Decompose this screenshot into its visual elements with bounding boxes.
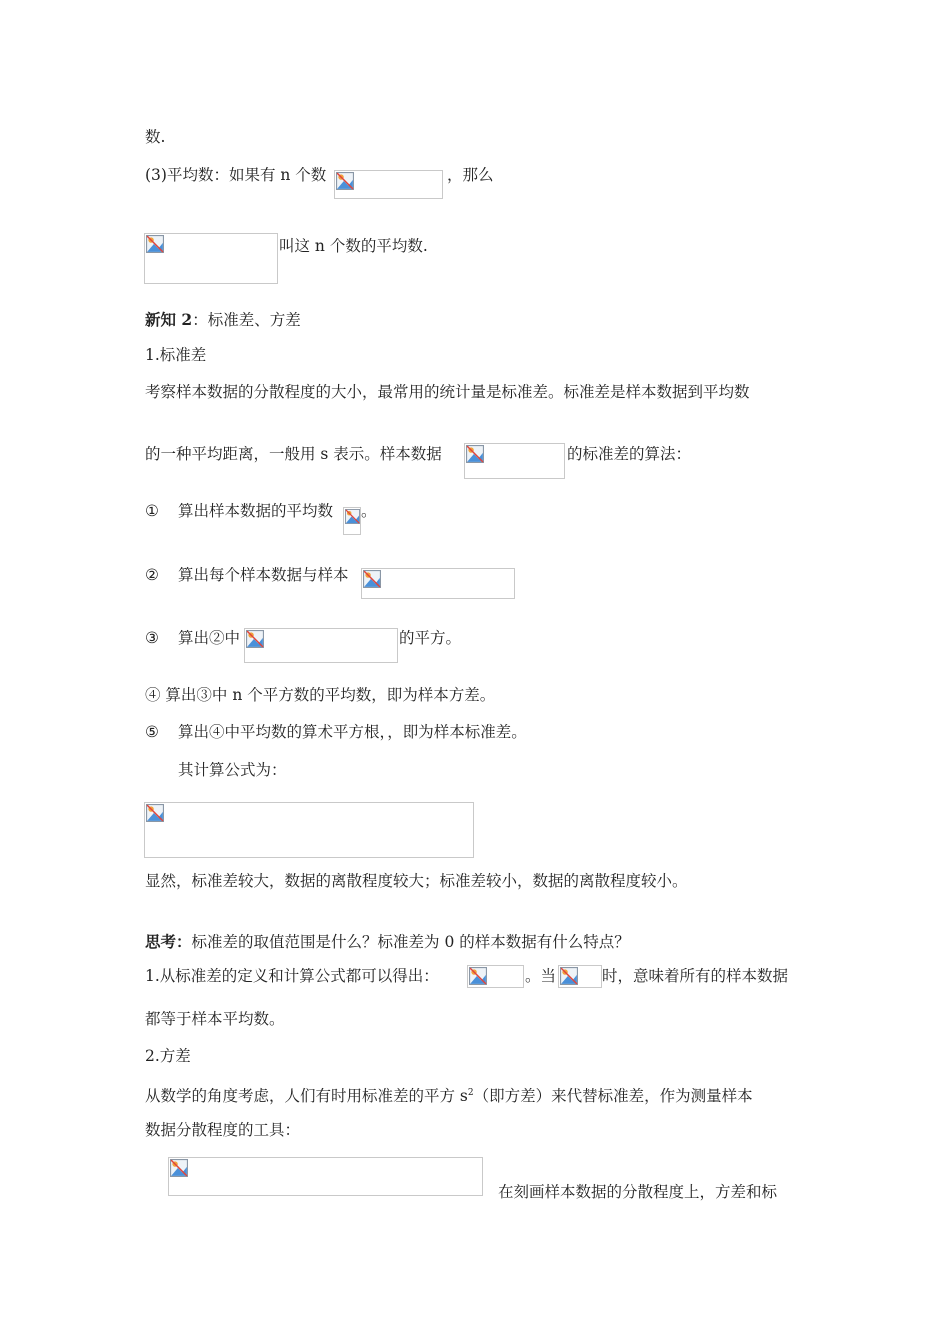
section-heading	[145, 310, 301, 330]
text-line: 在刻画样本数据的分散程度上，方差和标	[498, 1183, 778, 1201]
broken-image-icon	[558, 965, 602, 988]
text-line: ，那么	[447, 166, 494, 184]
paragraph-line: 的一种平均距离，一般用 s 表示。样本数据	[145, 445, 442, 463]
text-line: 叫这 n 个数的平均数.	[279, 237, 428, 255]
step-5	[145, 722, 527, 742]
text-line: 。	[361, 502, 377, 520]
text-line	[145, 165, 326, 185]
step-text: 算出④中平均数的算术平方根，，即为样本标准差。	[178, 723, 527, 741]
step-number: ③	[145, 629, 159, 647]
broken-image-icon	[144, 802, 474, 858]
broken-image-icon	[334, 170, 443, 199]
text-line: 其计算公式为：	[178, 761, 287, 779]
paragraph-line	[145, 1083, 753, 1106]
text-line: 都等于样本平均数。	[145, 1010, 285, 1028]
heading-bold: 新知 2	[145, 310, 193, 329]
text-part: 从数学的角度考虑，人们有时用标准差的平方 s	[145, 1087, 468, 1106]
broken-image-icon	[244, 628, 398, 663]
step-2	[145, 565, 349, 585]
step-text: 算出每个样本数据与样本	[178, 566, 349, 584]
think-text: 标准差的取值范围是什么？标准差为 0 的样本数据有什么特点？	[191, 933, 630, 951]
paragraph-line: 数据分散程度的工具：	[145, 1121, 301, 1139]
step-number: ⑤	[145, 723, 159, 741]
superscript: 2	[467, 1088, 474, 1098]
step-number: ①	[145, 502, 159, 520]
text-line: 时，意味着所有的样本数据	[602, 967, 789, 985]
broken-image-icon	[467, 965, 524, 988]
broken-image-icon	[144, 233, 278, 284]
subheading: 2.方差	[145, 1047, 191, 1065]
text-part: （即方差）来代替标准差，作为测量样本	[473, 1087, 753, 1106]
step-number: ②	[145, 566, 159, 584]
text-line: 数.	[145, 128, 166, 146]
text-line: 的标准差的算法：	[567, 445, 692, 463]
broken-image-icon	[464, 443, 565, 479]
step-4: ④ 算出③中 n 个平方数的平均数，即为样本方差。	[145, 686, 496, 704]
step-1	[145, 501, 333, 521]
text-line: 。当	[525, 967, 557, 985]
heading-rest: ：标准差、方差	[192, 311, 301, 329]
think-label: 思考：	[145, 932, 192, 951]
paragraph-line: 显然，标准差较大，数据的离散程度较大；标准差较小，数据的离散程度较小。	[145, 872, 688, 890]
text-line: 1.从标准差的定义和计算公式都可以得出：	[145, 967, 439, 985]
broken-image-icon	[343, 507, 361, 535]
subheading: 1.标准差	[145, 346, 207, 364]
step-text: 算出样本数据的平均数	[178, 502, 334, 520]
step-3	[145, 628, 240, 648]
text-line: 的平方。	[399, 629, 462, 647]
think-question	[145, 932, 630, 952]
paragraph-line: 考察样本数据的分散程度的大小，最常用的统计量是标准差。标准差是样本数据到平均数	[145, 383, 750, 401]
broken-image-icon	[168, 1157, 483, 1196]
mean-def-start: (3)平均数：如果有 n 个数	[145, 166, 327, 184]
broken-image-icon	[361, 568, 515, 599]
step-text: 算出②中	[178, 629, 241, 647]
